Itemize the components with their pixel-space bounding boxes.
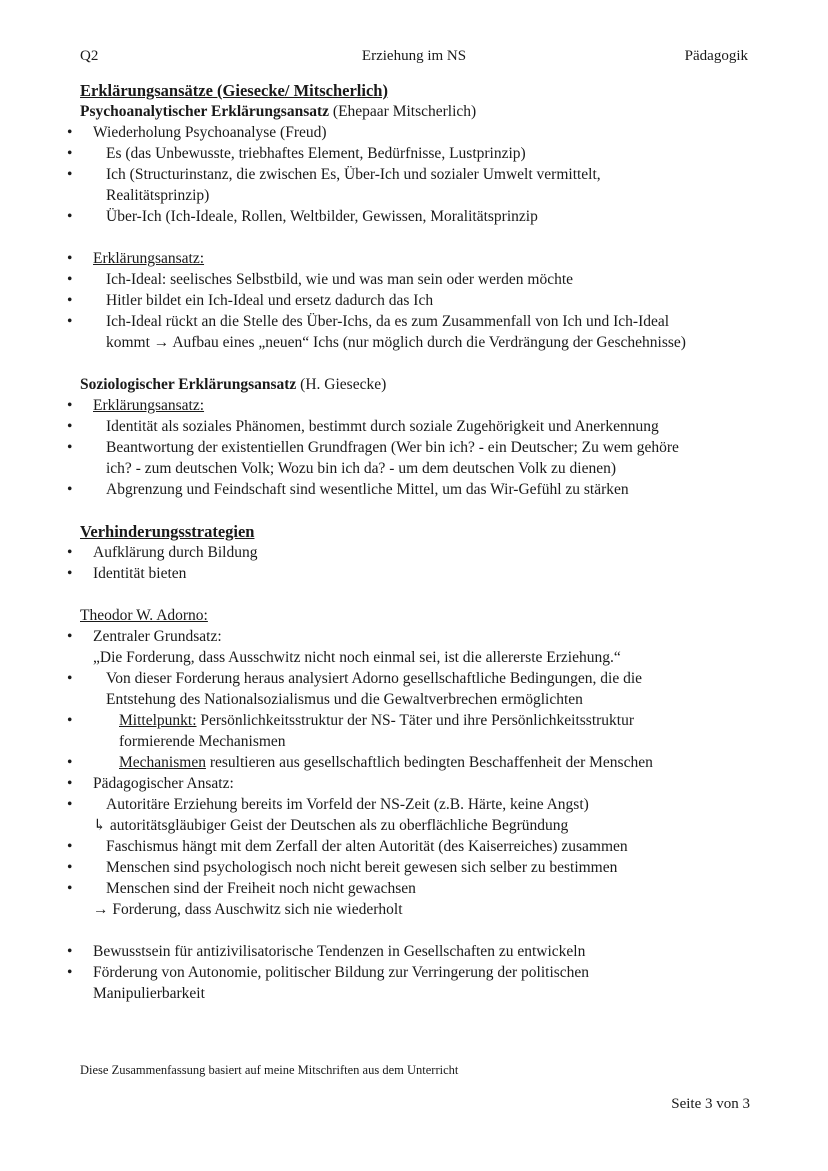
list-item: • Autoritäre Erziehung bereits im Vorfeld der NS-Zeit (z.B. Härte, keine Angst)	[80, 794, 770, 815]
list-item-continuation: Entstehung des Nationalsozialismus und die Gewaltverbrechen ermöglichten	[106, 691, 583, 708]
page-header	[80, 48, 748, 70]
section-title-verhinderungsstrategien: Verhinderungsstrategien	[80, 522, 255, 541]
list-item: • Über-Ich (Ich-Ideale, Rollen, Weltbilder, Gewissen, Moralitätsprinzip	[80, 206, 770, 227]
list-item: • Menschen sind psychologisch noch nicht bereit gewesen sich selber zu bestimmen	[80, 857, 770, 878]
adorno-quote: „Die Forderung, dass Ausschwitz nicht noch einmal sei, ist die allererste Erziehung.“	[93, 649, 621, 666]
list-item: • Abgrenzung und Feindschaft sind wesentliche Mittel, um das Wir-Gefühl zu stärken	[80, 479, 770, 500]
header-title: Erziehung im NS	[361, 48, 467, 64]
list-item: • Es (das Unbewusste, triebhaftes Element, Bedürfnisse, Lustprinzip)	[80, 143, 770, 164]
list-item: • Hitler bildet ein Ich-Ideal und ersetz dadurch das Ich	[80, 290, 770, 311]
header-course: Q2	[80, 48, 99, 64]
list-item-continuation: ich? - zum deutschen Volk; Wozu bin ich da? - um dem deutschen Volk zu dienen)	[106, 460, 616, 477]
list-item: • Ich-Ideal: seelisches Selbstbild, wie und was man sein oder werden möchte	[80, 269, 770, 290]
list-item: • Förderung von Autonomie, politischer Bildung zur Verringerung der politischen	[80, 962, 770, 983]
list-item: • Menschen sind der Freiheit noch nicht gewachsen	[80, 878, 770, 899]
list-item: • Identität als soziales Phänomen, bestimmt durch soziale Zugehörigkeit und Anerkennung	[80, 416, 770, 437]
list-item: • Bewusstsein für antizivilisatorische Tendenzen in Gesellschaften zu entwickeln	[80, 941, 770, 962]
list-item: • Mechanismen resultieren aus gesellschaftlich bedingten Beschaffenheit der Menschen	[80, 752, 770, 773]
section-title-erklaerungsansaetze: Erklärungsansätze (Giesecke/ Mitscherlich)	[80, 81, 388, 100]
list-item: • Ich (Structurinstanz, die zwischen Es, Über-Ich und sozialer Umwelt vermittelt,	[80, 164, 770, 185]
list-item: • Ich-Ideal rückt an die Stelle des Über-Ichs, da es zum Zusammenfall von Ich und Ich-Ideal	[80, 311, 770, 332]
list-item: • Zentraler Grundsatz:	[80, 626, 770, 647]
list-item-continuation: formierende Mechanismen	[119, 733, 286, 750]
list-item: • Identität bieten	[80, 563, 770, 584]
document-body	[80, 80, 770, 1004]
list-item-continuation: Realitätsprinzip)	[106, 187, 210, 204]
list-item: • Beantwortung der existentiellen Grundfragen (Wer bin ich? - ein Deutscher; Zu wem gehöre	[80, 437, 770, 458]
adorno-heading: Theodor W. Adorno:	[80, 607, 208, 624]
header-subject: Pädagogik	[684, 48, 748, 64]
page-number: Seite 3 von 3	[671, 1096, 750, 1112]
list-item: • Wiederholung Psychoanalyse (Freud)	[80, 122, 770, 143]
sozio-heading: Soziologischer Erklärungsansatz (H. Giesecke)	[80, 376, 387, 393]
list-item: • Von dieser Forderung heraus analysiert Adorno gesellschaftliche Bedingungen, die die	[80, 668, 770, 689]
list-item: • Pädagogischer Ansatz:	[80, 773, 770, 794]
list-item: • Erklärungsansatz:	[80, 248, 770, 269]
conclusion-arrow: → Forderung, dass Auschwitz sich nie wiederholt	[93, 901, 403, 918]
psycho-heading: Psychoanalytischer Erklärungsansatz (Ehepaar Mitscherlich)	[80, 103, 477, 120]
footer-note: Diese Zusammenfassung basiert auf meine Mitschriften aus dem Unterricht	[80, 1063, 459, 1077]
list-item: • Faschismus hängt mit dem Zerfall der alten Autorität (des Kaiserreiches) zusammen	[80, 836, 770, 857]
list-item-sub: ↳ autoritätsgläubiger Geist der Deutschen als zu oberflächliche Begründung	[93, 817, 569, 834]
list-item: • Erklärungsansatz:	[80, 395, 770, 416]
list-item-continuation: kommt → Aufbau eines „neuen“ Ichs (nur möglich durch die Verdrängung der Geschehnisse)	[106, 334, 686, 351]
list-item-continuation: Manipulierbarkeit	[93, 985, 205, 1002]
list-item: • Mittelpunkt: Persönlichkeitsstruktur der NS- Täter und ihre Persönlichkeitsstruktur	[80, 710, 770, 731]
list-item: • Aufklärung durch Bildung	[80, 542, 770, 563]
